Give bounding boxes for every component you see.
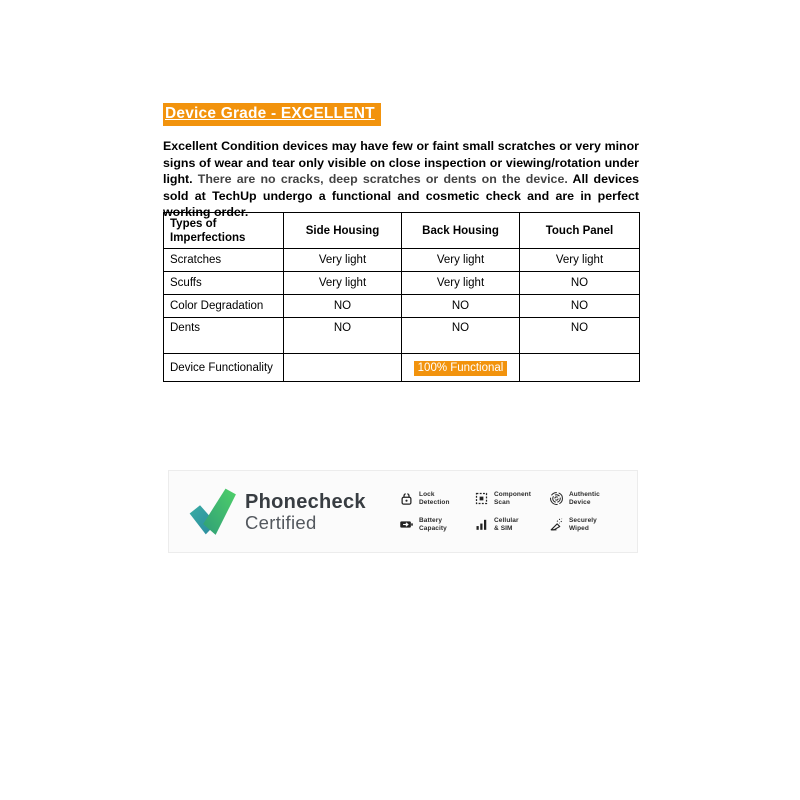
feature-battery-capacity [399,517,461,532]
row-label: Scratches [164,249,284,272]
feature-cellular-sim [474,517,536,532]
brand-text-block [245,491,366,533]
cell-value [402,354,520,382]
imperfections-table [163,212,640,382]
feature-label: Lock Detection [419,491,450,506]
cell-value: NO [402,295,520,318]
description-part-2: There are no cracks, deep scratches or dents on the device. [197,172,573,187]
feature-authentic-device [549,491,611,506]
feature-label: Authentic Device [569,491,600,506]
header-back-housing: Back Housing [402,213,520,249]
cell-value [520,354,640,382]
table-row-color-degradation [164,295,640,318]
cell-value: Very light [520,249,640,272]
functional-highlight: 100% Functional [414,361,508,376]
brand-name: Phonecheck [245,490,366,513]
cell-value: NO [402,318,520,354]
cell-value: NO [520,272,640,295]
signal-bars-icon [474,517,489,532]
component-scan-icon [474,491,489,506]
feature-label: Cellular & SIM [494,517,519,532]
row-label: Dents [164,318,284,354]
certification-features [399,491,611,532]
feature-securely-wiped [549,517,611,532]
table-header-row [164,213,640,249]
header-touch-panel: Touch Panel [520,213,640,249]
cell-value: NO [520,318,640,354]
header-side-housing: Side Housing [284,213,402,249]
header-types-of-imperfections: Types of Imperfections [164,213,284,249]
phonecheck-checkmark-icon [186,486,238,538]
fingerprint-icon [549,491,564,506]
feature-label: Component Scan [494,491,532,506]
feature-component-scan [474,491,536,506]
row-label: Color Degradation [164,295,284,318]
table-row-scuffs [164,272,640,295]
cell-value: NO [284,318,402,354]
cell-value: Very light [402,249,520,272]
lock-icon [399,491,414,506]
table-row-dents [164,318,640,354]
description-part-1: Excellent Condition devices may have few or faint small scratches or very minor signs of wear and tear only visible on close inspection or viewing/rotation under light. [163,139,639,187]
cell-value: Very light [284,249,402,272]
row-label: Scuffs [164,272,284,295]
battery-icon [399,517,414,532]
cell-value: NO [520,295,640,318]
cell-value: Very light [284,272,402,295]
table-row-device-functionality [164,354,640,382]
phonecheck-certified-card [168,470,638,553]
feature-label: Battery Capacity [419,517,447,532]
description-paragraph [163,138,639,221]
feature-label: Securely Wiped [569,517,597,532]
row-label: Device Functionality [164,354,284,382]
wipe-icon [549,517,564,532]
feature-lock-detection [399,491,461,506]
description-part-3: All devices sold at TechUp undergo a functional and cosmetic check and are in perfect working order. [163,172,639,220]
cell-value [284,354,402,382]
cell-value: NO [284,295,402,318]
table-row-scratches [164,249,640,272]
cell-value: Very light [402,272,520,295]
page-title: Device Grade - EXCELLENT [163,103,381,126]
brand-subtitle: Certified [245,511,317,533]
